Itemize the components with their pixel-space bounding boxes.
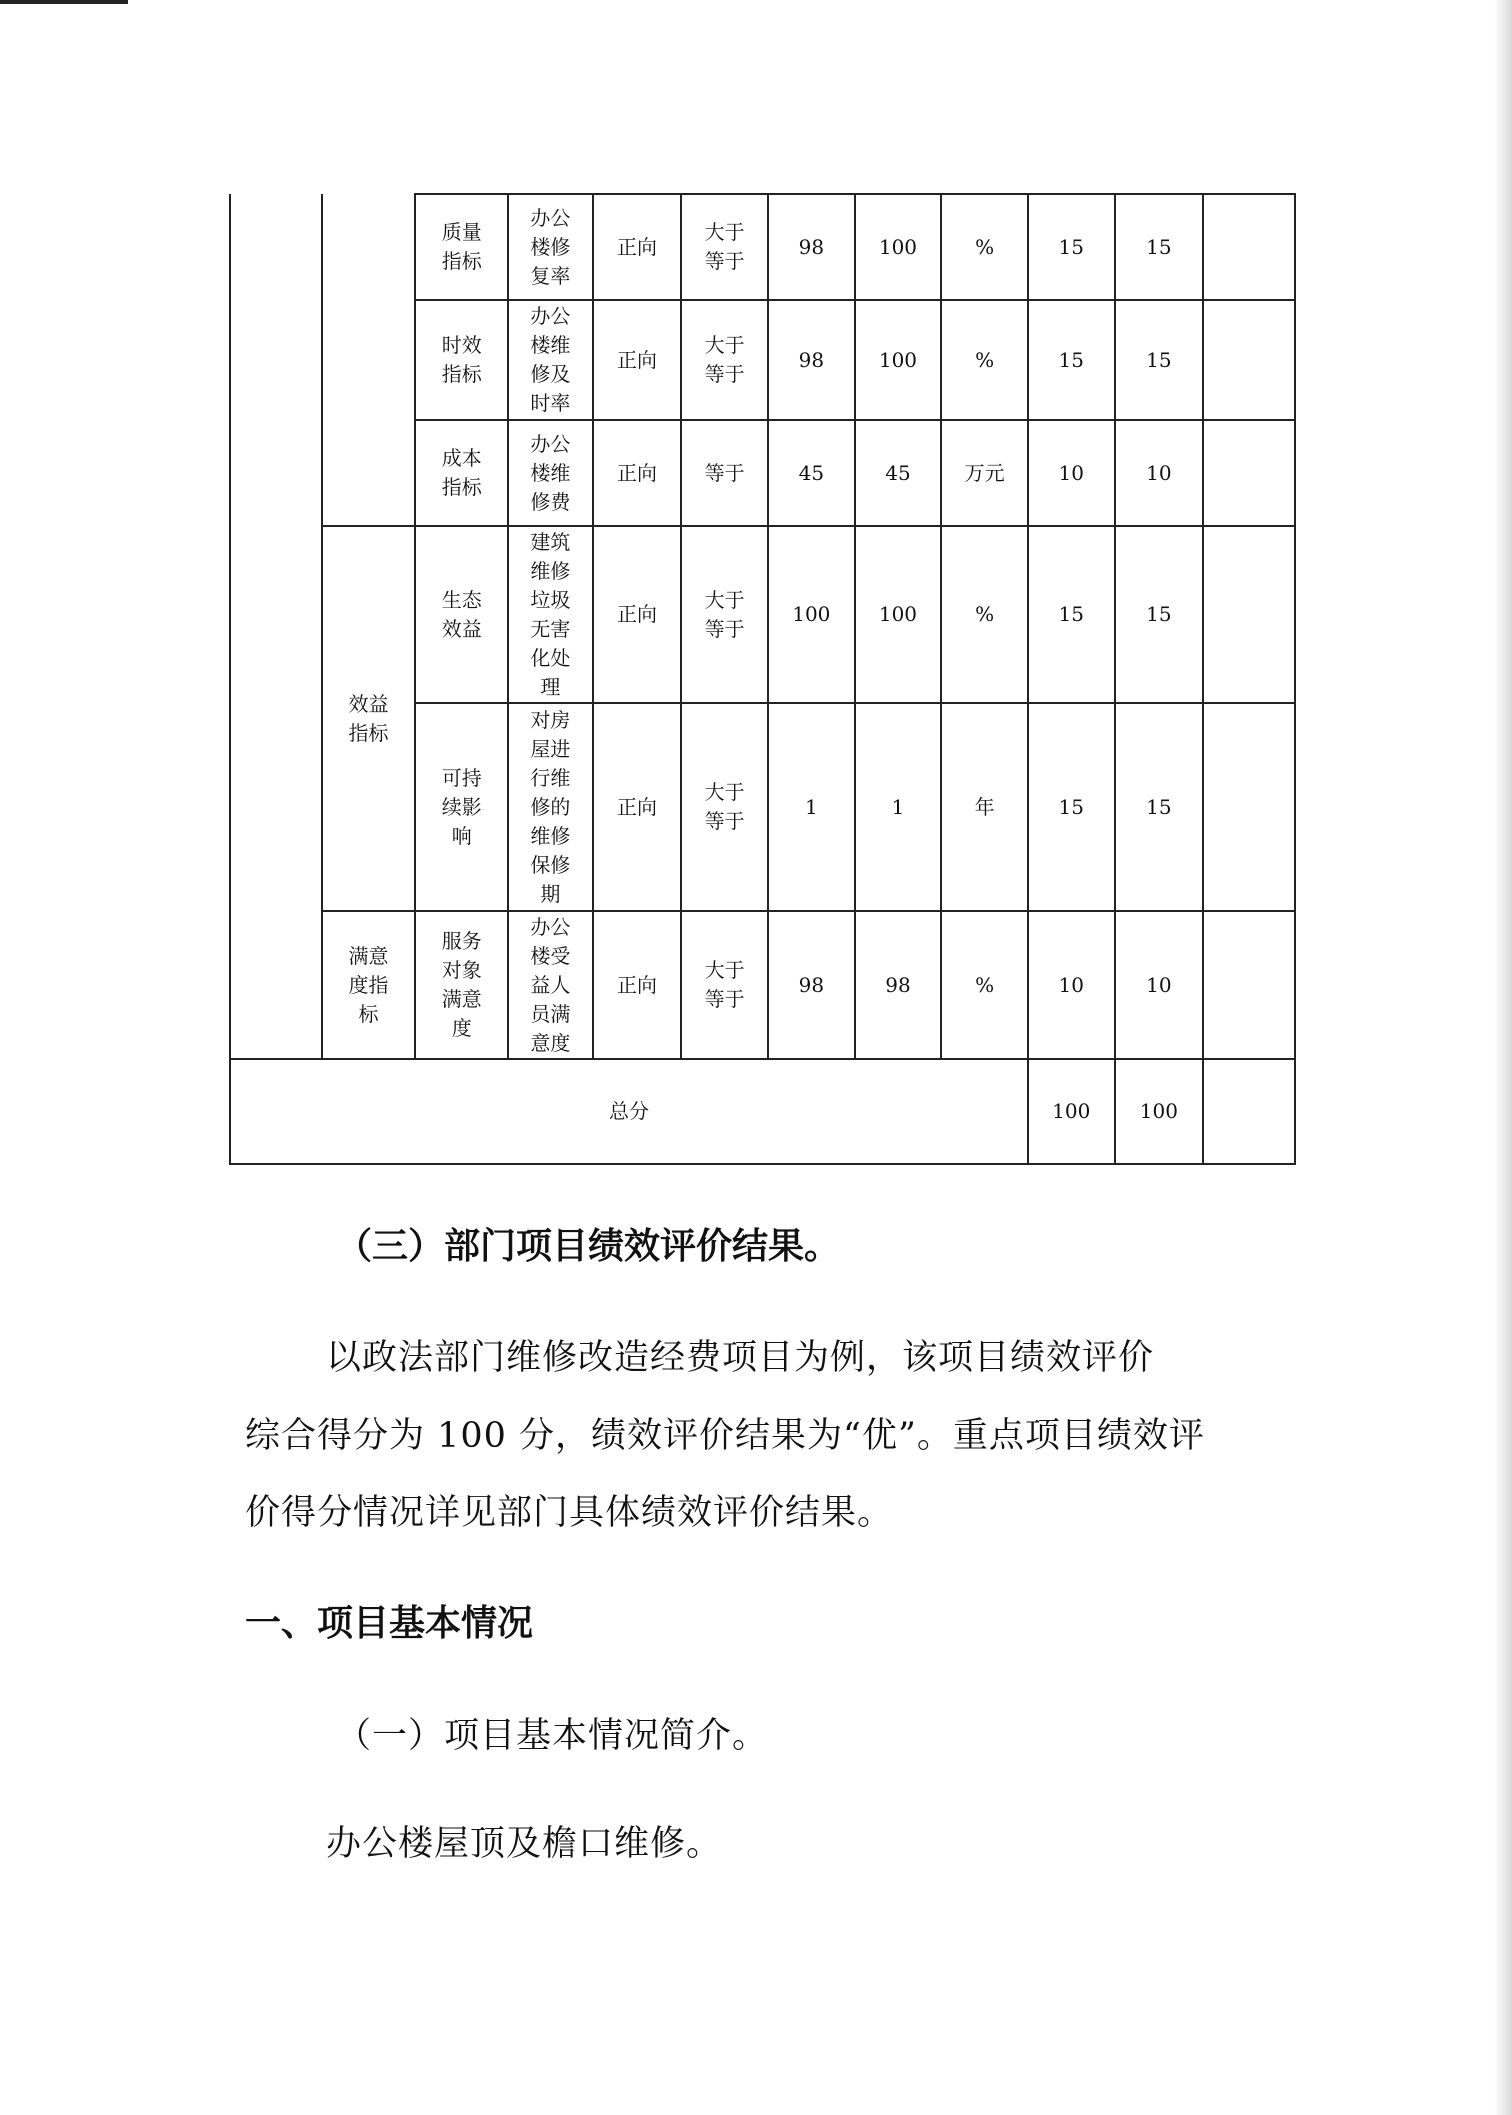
remark-cell xyxy=(1203,300,1295,420)
weight-cell: 15 xyxy=(1028,300,1115,420)
total-row xyxy=(230,1059,1295,1164)
weight-cell: 15 xyxy=(1028,194,1115,300)
section-heading-1: 一、项目基本情况 xyxy=(245,1602,534,1644)
paragraph-line: 以政法部门维修改造经费项目为例，该项目绩效评价 xyxy=(326,1338,1155,1378)
actual-cell: 98 xyxy=(855,911,942,1059)
level3-cell: 时效指标 xyxy=(415,300,508,420)
remark-cell xyxy=(1203,703,1295,911)
level2-cell: 满意度指标 xyxy=(322,911,416,1059)
unit-cell: 年 xyxy=(941,703,1028,911)
level2-cell: 效益指标 xyxy=(322,526,416,911)
sub-heading: （一）项目基本情况简介。 xyxy=(336,1716,769,1756)
paragraph-line: 综合得分为 100 分，绩效评价结果为“优”。重点项目绩效评 xyxy=(245,1416,1205,1456)
indicator-name-cell: 办公楼受益人员满意度 xyxy=(508,911,593,1059)
paragraph-line: 价得分情况详见部门具体绩效评价结果。 xyxy=(245,1493,894,1533)
level3-cell: 服务对象满意度 xyxy=(415,911,508,1059)
indicator-name-cell: 对房屋进行维修的维修保修期 xyxy=(508,703,593,911)
table-row xyxy=(230,194,1295,300)
section-heading-3: （三）部门项目绩效评价结果。 xyxy=(336,1225,841,1267)
paragraph-line: 办公楼屋顶及檐口维修。 xyxy=(326,1824,723,1864)
comparator-cell: 等于 xyxy=(681,420,768,526)
level2-cell xyxy=(322,194,416,526)
score-cell: 10 xyxy=(1115,911,1204,1059)
table-row xyxy=(230,911,1295,1059)
scan-edge-shadow xyxy=(1494,0,1512,2115)
total-score-cell: 100 xyxy=(1115,1059,1204,1164)
performance-indicator-table xyxy=(229,193,1296,1165)
score-cell: 15 xyxy=(1115,300,1204,420)
direction-cell: 正向 xyxy=(593,703,682,911)
weight-cell: 10 xyxy=(1028,911,1115,1059)
unit-cell: % xyxy=(941,300,1028,420)
indicator-name-cell: 办公楼维修及时率 xyxy=(508,300,593,420)
target-cell: 98 xyxy=(768,300,855,420)
unit-cell: 万元 xyxy=(941,420,1028,526)
comparator-cell: 大于等于 xyxy=(681,526,768,703)
table-row xyxy=(230,526,1295,703)
actual-cell: 45 xyxy=(855,420,942,526)
weight-cell: 15 xyxy=(1028,526,1115,703)
total-weight-cell: 100 xyxy=(1028,1059,1115,1164)
remark-cell xyxy=(1203,420,1295,526)
comparator-cell: 大于等于 xyxy=(681,300,768,420)
direction-cell: 正向 xyxy=(593,526,682,703)
weight-cell: 15 xyxy=(1028,703,1115,911)
unit-cell: % xyxy=(941,911,1028,1059)
direction-cell: 正向 xyxy=(593,300,682,420)
remark-cell xyxy=(1203,194,1295,300)
direction-cell: 正向 xyxy=(593,420,682,526)
score-cell: 15 xyxy=(1115,194,1204,300)
score-cell: 10 xyxy=(1115,420,1204,526)
target-cell: 98 xyxy=(768,911,855,1059)
level1-cell xyxy=(230,194,322,1059)
remark-cell xyxy=(1203,526,1295,703)
target-cell: 100 xyxy=(768,526,855,703)
actual-cell: 100 xyxy=(855,300,942,420)
comparator-cell: 大于等于 xyxy=(681,911,768,1059)
actual-cell: 100 xyxy=(855,194,942,300)
unit-cell: % xyxy=(941,194,1028,300)
weight-cell: 10 xyxy=(1028,420,1115,526)
score-cell: 15 xyxy=(1115,703,1204,911)
level3-cell: 质量指标 xyxy=(415,194,508,300)
unit-cell: % xyxy=(941,526,1028,703)
actual-cell: 100 xyxy=(855,526,942,703)
total-label-cell: 总分 xyxy=(230,1059,1028,1164)
comparator-cell: 大于等于 xyxy=(681,194,768,300)
target-cell: 98 xyxy=(768,194,855,300)
target-cell: 1 xyxy=(768,703,855,911)
indicator-name-cell: 办公楼修复率 xyxy=(508,194,593,300)
indicator-name-cell: 建筑维修垃圾无害化处理 xyxy=(508,526,593,703)
total-remark-cell xyxy=(1203,1059,1295,1164)
actual-cell: 1 xyxy=(855,703,942,911)
score-cell: 15 xyxy=(1115,526,1204,703)
direction-cell: 正向 xyxy=(593,911,682,1059)
remark-cell xyxy=(1203,911,1295,1059)
comparator-cell: 大于等于 xyxy=(681,703,768,911)
indicator-name-cell: 办公楼维修费 xyxy=(508,420,593,526)
target-cell: 45 xyxy=(768,420,855,526)
scan-mark xyxy=(0,0,128,4)
direction-cell: 正向 xyxy=(593,194,682,300)
level3-cell: 可持续影响 xyxy=(415,703,508,911)
level3-cell: 成本指标 xyxy=(415,420,508,526)
level3-cell: 生态效益 xyxy=(415,526,508,703)
